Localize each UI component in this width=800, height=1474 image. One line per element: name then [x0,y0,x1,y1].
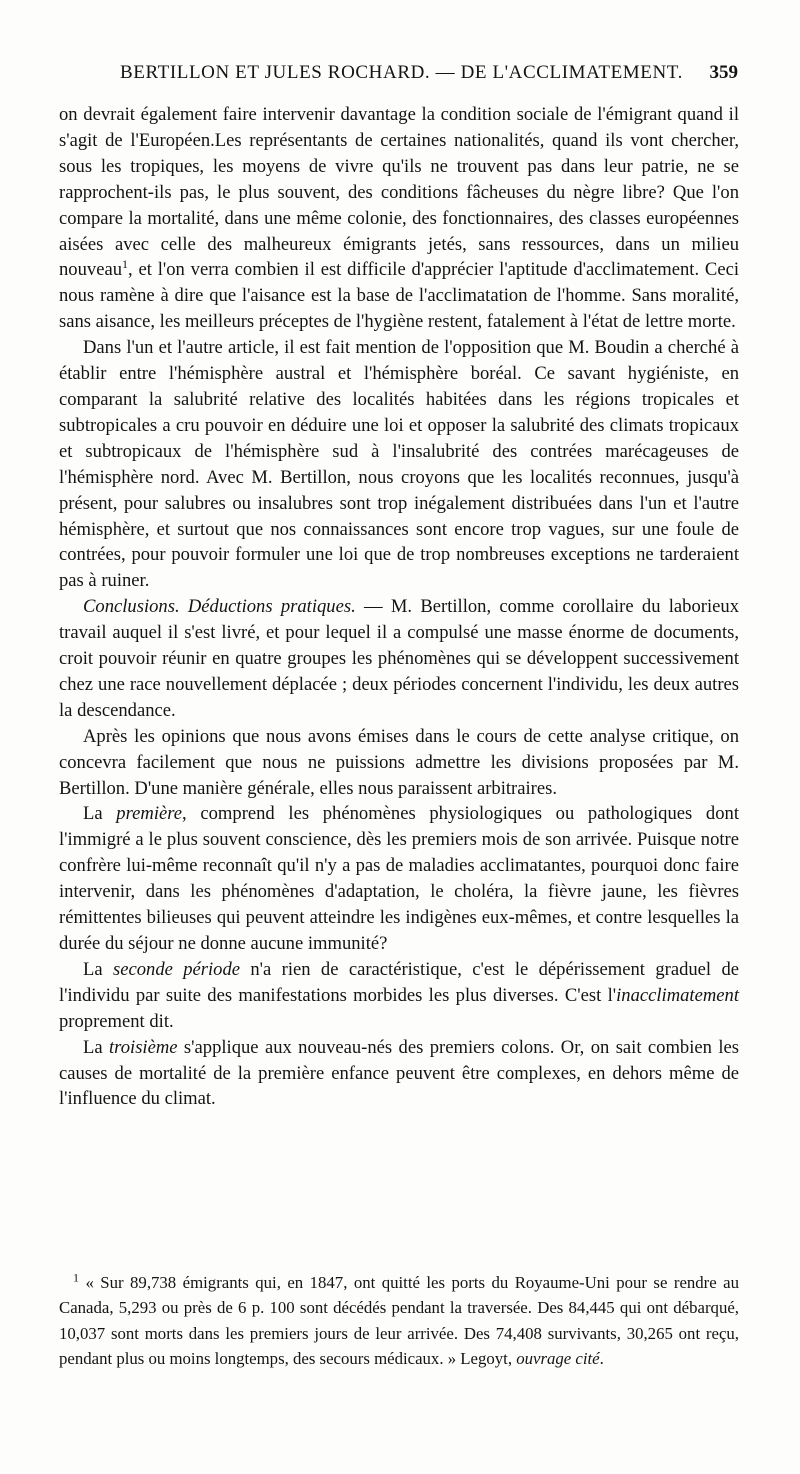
paragraph [59,102,739,335]
section-heading: Conclusions. Déductions pratiques. [83,596,356,618]
paragraph-lead: La [83,1036,110,1058]
paragraph-text: n'a rien de caractéristique, c'est le dépérissement graduel de l'individu par suite des manifestations morbides les plus diverses. C'est l' [59,958,739,1006]
paragraph-text: Dans l'un et l'autre article, il est fait mention de l'opposition que M. Boudin a cherché à établir entre l'hémisphère austral et l'hémisphère boréal. Ce savant hygiéniste, en comparant la salubrité relative des localités habitées dans les régions tropicales et subtropicales a cru pouvoir en déduire une loi et opposer la salubrité des climats tropicaux et subtropicaux de l'hémisphère sud à l'insalubrité des contrées marécageuses de l'hémisphère nord. Avec M. Bertillon, nous croyons que les localités reconnues, jusqu'à présent, pour salubres ou insalubres sont trop inégalement distribuées dans l'un et l'autre hémisphère, et surtout que nos connaissances sont encore trop vagues, sur une foule de contrées, pour pouvoir formuler une loi que de trop nombreuses exceptions ne tarderaient pas à ruiner. [59,337,739,592]
paragraph-text: Après les opinions que nous avons émises dans le cours de cette analyse critique, on concevra facilement que nous ne puissions admettre les divisions proposées par M. Bertillon. D'une manière générale, elles nous paraissent arbitraires. [59,725,739,799]
paragraph-text: on devrait également faire intervenir davantage la condition sociale de l'émigrant quand il s'agit de l'Européen.Les représentants de certaines nationalités, quand ils vont chercher, sous les tropiques, les moyens de vivre qu'ils ne trouvent pas dans leur patrie, ne se rapprochent-ils pas, le plus souvent, des conditions fâcheuses du nègre libre? Que l'on compare la mortalité, dans une même colonie, des fonctionnaires, des classes européennes aisées avec celle des malheureux émigrants jetés, sans ressources, dans un milieu nouveau [59,104,739,281]
footnote-marker: 1 [122,257,128,272]
paragraph [59,724,739,802]
running-head: BERTILLON ET JULES ROCHARD. — DE L'ACCLIMATEMENT. [120,62,683,83]
paragraph-text: s'applique aux nouveau-nés des premiers colons. Or, on sait combien les causes de mortalité de la première enfance peuvent être complexes, en dehors même de l'influence du climat. [59,1036,739,1110]
footnote-text: « Sur 89,738 émigrants qui, en 1847, ont quitté les ports du Royaume-Uni pour se rendre au Canada, 5,293 ou près de 6 p. 100 sont décédés pendant la traversée. Des 84,445 qui ont débarqué, 10,037 sont morts dans les premiers jours de leur arrivée. Des 74,408 survivants, 30,265 ont reçu, pendant plus ou moins longtemps, des secours médicaux. » Legoyt, [59,1273,739,1368]
paragraph [59,335,739,594]
footnote-citation: ouvrage cité [516,1348,600,1368]
paragraph [59,801,739,956]
body-text [59,102,739,1112]
footnote [59,1270,739,1371]
paragraph [59,957,739,1035]
paragraph [59,594,739,724]
emphasis: première [116,803,183,825]
paragraph [59,1035,739,1113]
paragraph-text: — M. Bertillon, comme corollaire du laborieux travail auquel il s'est livré, et pour lequel il a compulsé une masse énorme de documents, croit pouvoir réunir en quatre groupes les phénomènes qui se développent successivement chez une race nouvellement déplacée ; deux périodes concernent l'individu, les deux autres la descendance. [59,596,739,721]
footnote-end: . [599,1348,604,1368]
emphasis: inacclimatement [616,984,739,1006]
footnotes [59,1270,739,1371]
paragraph-text: proprement dit. [59,1010,174,1032]
emphasis: troisième [109,1036,178,1058]
paragraph-text: , comprend les phénomènes physiologiques ou pathologiques dont l'immigré a le plus souvent conscience, dès les premiers mois de son arrivée. Puisque notre confrère lui-même reconnaît qu'il n'y a pas de maladies acclimatantes, pourquoi donc faire intervenir, dans les phénomènes d'adaptation, le choléra, la fièvre jaune, les fièvres rémittentes bilieuses qui peuvent atteindre les indigènes eux-mêmes, et contre lesquelles la durée du séjour ne donne aucune immunité? [59,803,739,954]
paragraph-text: , et l'on verra combien il est difficile d'apprécier l'aptitude d'acclimatement. Ceci nous ramène à dire que l'aisance est la base de l'acclimatation de l'homme. Sans moralité, sans aisance, les meilleurs préceptes de l'hygiène restent, fatalement à l'état de lettre morte. [59,259,739,333]
page-header [60,62,738,90]
footnote-number: 1 [73,1270,79,1285]
paragraph-lead: La [83,803,117,825]
page-number: 359 [709,62,738,83]
paragraph-lead: La [83,958,113,980]
emphasis: seconde période [112,958,241,980]
